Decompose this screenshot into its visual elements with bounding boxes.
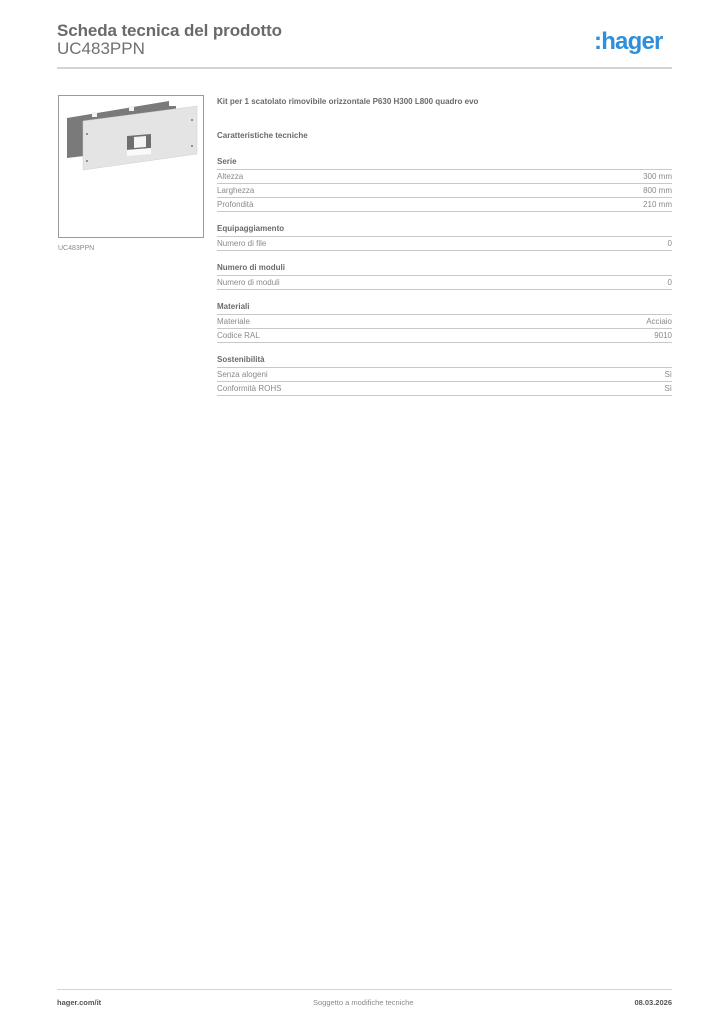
spec-label: Conformità ROHS: [217, 384, 282, 393]
spec-value: Sì: [664, 370, 672, 379]
product-image: [58, 95, 204, 238]
spec-value: 9010: [654, 331, 672, 340]
spec-value: 300 mm: [643, 172, 672, 181]
image-caption: UC483PPN: [58, 245, 95, 252]
spec-label: Materiale: [217, 317, 250, 326]
spec-value: 0: [667, 239, 672, 248]
spec-label: Larghezza: [217, 186, 255, 195]
spec-value: Sì: [664, 384, 672, 393]
spec-row: [217, 315, 672, 329]
specs-table: [217, 156, 672, 407]
spec-group-numero-moduli: [217, 262, 672, 290]
header-divider: [57, 67, 672, 69]
spec-row: [217, 329, 672, 343]
specs-heading: Caratteristiche tecniche: [217, 131, 308, 140]
spec-label: Profondità: [217, 200, 254, 209]
spec-label: Numero di moduli: [217, 278, 280, 287]
spec-value: 0: [667, 278, 672, 287]
group-title: Sostenibilità: [217, 354, 672, 368]
footer-divider: [57, 989, 672, 990]
product-description: Kit per 1 scatolato rimovibile orizzontale P630 H300 L800 quadro evo: [217, 97, 479, 106]
spec-label: Altezza: [217, 172, 244, 181]
spec-row: [217, 170, 672, 184]
spec-group-materiali: [217, 301, 672, 343]
spec-group-equipaggiamento: [217, 223, 672, 251]
product-code: UC483PPN: [57, 39, 145, 58]
group-title: Numero di moduli: [217, 262, 672, 276]
footer-notice: Soggetto a modifiche tecniche: [313, 998, 414, 1007]
spec-value: 800 mm: [643, 186, 672, 195]
spec-group-serie: [217, 156, 672, 212]
product-photo-icon: [59, 96, 203, 237]
group-title: Materiali: [217, 301, 672, 315]
spec-group-sostenibilita: [217, 354, 672, 396]
group-title: Equipaggiamento: [217, 223, 672, 237]
spec-row: [217, 198, 672, 212]
page-title: Scheda tecnica del prodotto: [57, 21, 282, 40]
footer-date: 08.03.2026: [634, 998, 672, 1007]
spec-label: Codice RAL: [217, 331, 260, 340]
hager-logo: :hager: [594, 28, 663, 55]
footer-website-link[interactable]: hager.com/it: [57, 998, 102, 1007]
spec-row: [217, 368, 672, 382]
group-title: Serie: [217, 156, 672, 170]
spec-row: [217, 184, 672, 198]
spec-row: [217, 276, 672, 290]
spec-label: Senza alogeni: [217, 370, 268, 379]
spec-value: 210 mm: [643, 200, 672, 209]
spec-row: [217, 237, 672, 251]
spec-row: [217, 382, 672, 396]
spec-label: Numero di file: [217, 239, 267, 248]
spec-value: Acciaio: [646, 317, 672, 326]
